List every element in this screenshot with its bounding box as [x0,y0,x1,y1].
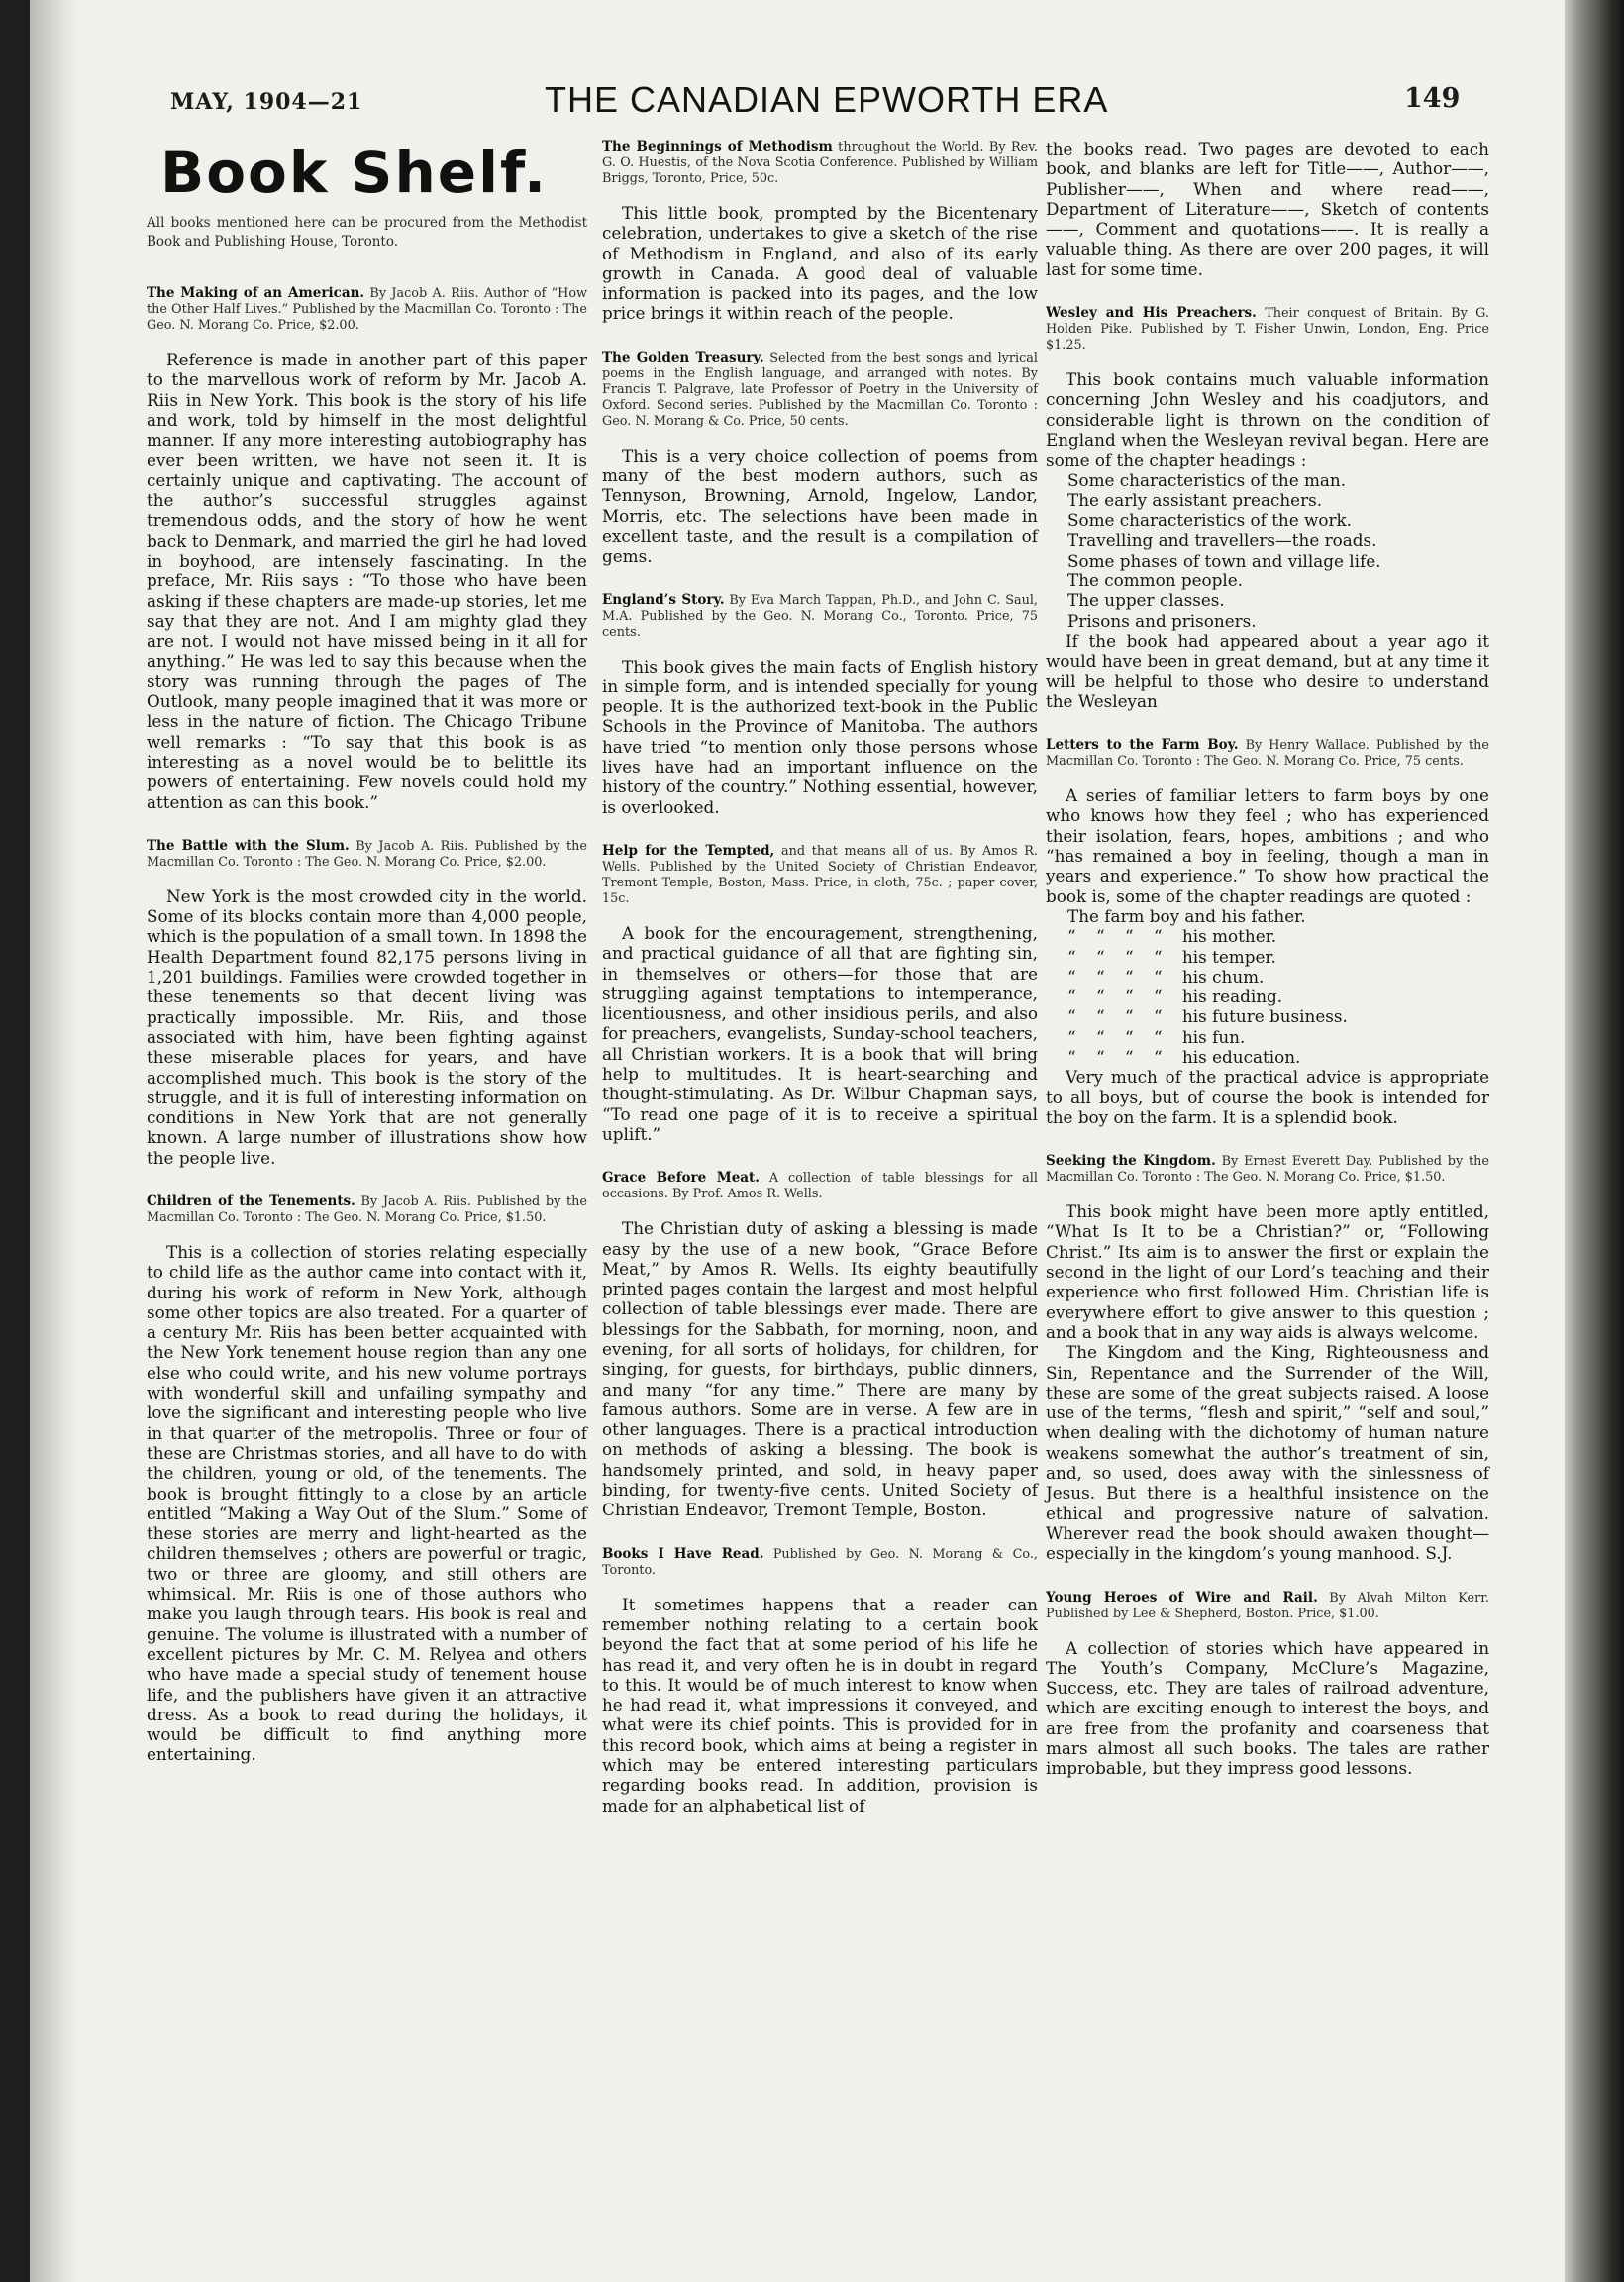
ditto-mark: “ [1067,1006,1076,1027]
column-1 [147,139,587,1791]
book-entry-wesley-and-his-preachers [1046,305,1489,711]
issue-date: MAY, 1904—21 [170,89,363,115]
book-heading [602,592,1038,641]
book-meta: and that means all of us. By Amos R. Wells. Published by the United Society of Christian Endeavor, Tremont Temple, Boston, Mass. Price, in cloth, 75c. ; paper cover, 15c. [602,843,1039,906]
book-entry-englands-story [602,592,1038,817]
ditto-mark: “ [1125,946,1134,967]
review-paragraph: Very much of the practical advice is appropriate to all boys, but of course the book is intended for the boy on the farm. It is a splendid book. [1046,1067,1489,1127]
magazine-page [30,0,1574,2282]
ditto-mark: “ [1154,946,1163,967]
book-entry-battle-with-the-slum [147,838,587,1168]
list-item [1046,1027,1489,1047]
list-item [1046,967,1489,986]
book-title: The Golden Treasury. [602,349,764,365]
column-2 [602,139,1038,1841]
ditto-mark: “ [1067,1026,1076,1047]
list-item: Prisons and prisoners. [1067,610,1257,631]
book-heading [602,139,1038,187]
book-heading [602,843,1038,907]
ditto-mark: “ [1125,986,1134,1007]
book-meta: throughout the World. By Rev. G. O. Huestis, of the Nova Scotia Conference. Published by William Briggs, Toronto, Price, 50c. [602,140,1038,186]
book-heading [602,350,1038,430]
list-item: Some phases of town and village life. [1067,550,1381,570]
list-item [1046,1047,1489,1067]
book-heading [147,1193,587,1226]
list-item: The common people. [1067,570,1243,591]
ditto-mark: “ [1154,1046,1163,1067]
review-paragraph: A collection of stories which have appeared in The Youth’s Company, McClure’s Magazine, Success, etc. They are tales of railroad adventure, which are exciting enough to interest the boys, and are free from the profanity and coarseness that mars almost all such books. The tales are rather improbable, but they impress good lessons. [1046,1637,1489,1779]
list-item-text: his education. [1182,1046,1301,1067]
list-item: Some characteristics of the man. [1067,469,1347,490]
book-meta: By Ernest Everett Day. Published by the Macmillan Co. Toronto : The Geo. N. Morang Co. Price, $1.50. [1046,1154,1489,1186]
review-paragraph: This little book, prompted by the Bicentenary celebration, undertakes to give a sketch of the rise of Methodism in England, and also of its early growth in Canada. A good deal of valuable information is packed into its pages, and the low price brings it within reach of the people. [602,203,1038,324]
book-heading [1046,1590,1489,1622]
ditto-mark: “ [1154,986,1163,1007]
book-title: Seeking the Kingdom. [1046,1153,1216,1170]
book-meta: Selected from the best songs and lyrical poems in the English language, and arranged with notes. By Francis T. Palgrave, late Professor of Poetry in the University of Oxford. Second series. Published by the Macmillan Co. Toronto : Geo. N. Morang & Co. Price, 50 cents. [602,350,1038,429]
book-entry-grace-before-meat [602,1170,1038,1519]
list-item [1046,1006,1489,1026]
book-heading [147,285,587,334]
list-item [1046,926,1489,946]
review-paragraph: A book for the encouragement, strengthening, and practical guidance of all that are fighting sin, in themselves or others—for those that are struggling against temptations to intemperance, licentiousness, and other insidious perils, and also for preachers, evangelists, Sunday-school teachers, all Christian workers. It is a book that will bring help to multitudes. It is heart-searching and thought-stimulating. As Dr. Wilbur Chapman says, “To read one page of it is to receive a spiritual uplift.” [602,922,1038,1144]
book-title: England’s Story. [602,591,725,608]
list-item-text: his future business. [1182,1006,1348,1027]
review-paragraph: the books read. Two pages are devoted to each book, and blanks are left for Title——, Author——, Publisher——, When and where read——, Department of Literature——, Sketch of contents——, Comment and quotations——. It is really a valuable thing. As there are over 200 pages, it will last for some time. [1046,139,1489,279]
ditto-mark: “ [1096,966,1105,986]
column-3 [1046,139,1489,1805]
book-meta: By Henry Wallace. Published by the Macmillan Co. Toronto : The Geo. N. Morang Co. Price, 75 cents. [1046,738,1489,770]
book-heading [1046,737,1489,770]
book-heading [602,1170,1038,1202]
book-title: The Beginnings of Methodism [602,139,833,155]
chapter-headings-list [1046,470,1489,631]
list-item: The upper classes. [1067,590,1225,611]
ditto-mark: “ [1154,926,1163,947]
chapter-readings-list [1046,906,1489,1067]
books-i-have-read-continued [1046,139,1489,279]
book-entry-young-heroes-of-wire-and-rail [1046,1590,1489,1779]
review-paragraph: This book contains much valuable information concerning John Wesley and his coadjutors, and considerable light is thrown on the condition of England when the Wesleyan revival began. Here are some of the chapter headings : [1046,369,1489,470]
running-head [30,79,1574,139]
book-entry-golden-treasury [602,350,1038,567]
ditto-mark: “ [1125,966,1134,986]
list-item: The early assistant preachers. [1067,489,1323,510]
book-entry-help-for-the-tempted [602,843,1038,1144]
ditto-mark: “ [1096,946,1105,967]
review-paragraph: Reference is made in another part of this paper to the marvellous work of reform by Mr. Jacob A. Riis in New York. This book is the story of his life and work, told by himself in the most delightful manner. If any more interesting autobiography has ever been written, we have not seen it. It is certainly unique and captivating. The account of the author’s successful struggles against tremendous odds, and the story of how he went back to Denmark, and married the girl he had loved in boyhood, are intensely fascinating. In the preface, Mr. Riis says : “To those who have been asking if these chapters are made-up stories, let me say that they are not. And I am mighty glad they are not. I would not have missed being in it all for anything.” He was led to say this because when the story was running through the pages of The Outlook, many people imagined that it was more or less in the nature of fiction. The Chicago Tribune well remarks : “To say that this book is as interesting as a novel would be to belittle its powers of entertaining. Few novels could hold my attention as can this book.” [147,350,587,812]
book-entry-beginnings-of-methodism [602,139,1038,324]
book-meta: By Jacob A. Riis. Author of “How the Other Half Lives.” Published by the Macmillan Co. Toronto : The Geo. N. Morang Co. Price, $2.00. [147,286,588,333]
list-item [1046,947,1489,967]
ditto-mark: “ [1067,926,1076,947]
review-paragraph: This book gives the main facts of English history in simple form, and is intended specially for young people. It is the authorized text-book in the Public Schools in the Province of Manitoba. The authors have tried “to mention only those persons whose lives have had an important influence on the history of the country.” Nothing essential, however, is overlooked. [602,656,1038,817]
list-item-text: his temper. [1182,946,1276,967]
book-meta: By Jacob A. Riis. Published by the Macmillan Co. Toronto : The Geo. N. Morang Co. Price, $2.00. [147,838,587,870]
ditto-mark: “ [1125,1026,1134,1047]
book-heading [1046,305,1489,354]
list-item: Travelling and travellers—the roads. [1067,530,1377,551]
book-heading [147,838,587,871]
review-paragraph: It sometimes happens that a reader can remember nothing relating to a certain book beyond the fact that at some period of his life he has read it, and very often he is in doubt in regard to this. It would be of much interest to know when he had read it, what impressions it conveyed, and what were its chief points. This is provided for in this record book, which aims at being a register in which may be entered interesting particulars regarding books read. In addition, provision is made for an alphabetical list of [602,1594,1038,1815]
list-item-text: his chum. [1182,966,1265,986]
ditto-mark: “ [1125,1006,1134,1027]
ditto-mark: “ [1067,1046,1076,1067]
book-entry-seeking-the-kingdom [1046,1153,1489,1563]
book-entry-making-of-an-american [147,285,587,812]
ditto-mark: “ [1096,1006,1105,1027]
book-meta: A collection of table blessings for all occasions. By Prof. Amos R. Wells. [602,1171,1038,1202]
book-title: Books I Have Read. [602,1545,764,1562]
book-meta: By Alvah Milton Kerr. Published by Lee & Shepherd, Boston. Price, $1.00. [1046,1590,1489,1621]
list-item-text: his reading. [1182,986,1283,1007]
book-heading [602,1546,1038,1579]
ditto-mark: “ [1096,926,1105,947]
ditto-mark: “ [1096,986,1105,1007]
review-paragraph: A series of familiar letters to farm boys by one who knows how they feel ; who has experienced their isolation, fears, hopes, ambitions ; and who “has remained a boy in feeling, though a man in years and experience.” To show how practical the book is, some of the chapter readings are quoted : [1046,785,1489,906]
review-paragraph: This book might have been more aptly entitled, “What Is It to be a Christian?” or, “Following Christ.” Its aim is to answer the first or explain the second in the light of our Lord’s teaching and their experience who first followed Him. Christian life is everywhere effort to give answer to this question ; and a book that in any way aids is always welcome. [1046,1201,1489,1342]
list-item: The farm boy and his father. [1067,905,1306,926]
review-paragraph: The Christian duty of asking a blessing is made easy by the use of a new book, “Grace Before Meat,” by Amos R. Wells. Its eighty beautifully printed pages contain the largest and most helpful collection of table blessings ever made. There are blessings for the Sabbath, for morning, noon, and evening, for all sorts of holidays, for children, for singing, for guests, for birthdays, public dinners, and many “for any time.” There are many by famous authors. Some are in verse. A few are in other languages. There is a practical introduction on methods of asking a blessing. The book is handsomely printed, and sold, in heavy paper binding, for twenty-five cents. United Society of Christian Endeavor, Tremont Temple, Boston. [602,1218,1038,1520]
ditto-mark: “ [1096,1026,1105,1047]
book-meta: Their conquest of Britain. By G. Holden Pike. Published by T. Fisher Unwin, London, Eng. Price $1.25. [1046,306,1489,354]
book-entry-children-of-the-tenements [147,1193,587,1765]
book-title: Children of the Tenements. [147,1193,355,1209]
page-edge-shadow [30,0,77,2282]
review-paragraph: This is a collection of stories relating especially to child life as the author came into contact with it, during his work of reform in New York, although some other topics are also treated. For a quarter of a century Mr. Riis has been better acquainted with the New York tenement house region than any one else who could write, and his new volume portrays with wonderful skill and unfailing sympathy and love the significant and interesting people who live in that quarter of the metropolis. Three or four of these are Christmas stories, and all have to do with the children, young or old, of the tenements. The book is brought fittingly to a close by an article entitled “Making a Way Out of the Slum.” Some of these stories are merry and light-hearted as the children themselves ; others are powerful or tragic, two or three are gloomy, and still others are whimsical. Mr. Riis is one of those authors who make you laugh through tears. His book is real and genuine. The volume is illustrated with a number of excellent pictures by Mr. C. M. Relyea and others who have made a special study of tenement house life, and the publishers have given it an attractive dress. As a book to read during the holidays, it would be difficult to find anything more entertaining. [147,1241,587,1765]
book-title: The Making of an American. [147,285,365,301]
book-heading [1046,1153,1489,1186]
book-title: Help for the Tempted, [602,842,775,859]
ditto-mark: “ [1154,1026,1163,1047]
review-paragraph: The Kingdom and the King, Righteousness and Sin, Repentance and the Surrender of the Will, these are some of the great subjects raised. A loose use of the terms, “flesh and spirit,” “self and soul,” when dealing with the dichotomy of human nature weakens somewhat the author’s treatment of sin, and, so used, does away with the sinlessness of Jesus. But there is a healthful insistence on the ethical and progressive nature of salvation. Wherever read the book should awaken thought—especially in the kingdom’s young manhood. S.J. [1046,1342,1489,1564]
page-number: 149 [1404,83,1461,114]
book-entry-books-i-have-read [602,1546,1038,1815]
book-title: Grace Before Meat. [602,1170,760,1187]
book-title: Wesley and His Preachers. [1046,305,1257,322]
ditto-mark: “ [1096,1046,1105,1067]
book-meta: Published by Geo. N. Morang & Co., Toronto. [602,1546,1039,1578]
section-title: Book Shelf. [160,139,549,206]
ditto-mark: “ [1067,946,1076,967]
ditto-mark: “ [1154,1006,1163,1027]
ditto-mark: “ [1125,926,1134,947]
ditto-mark: “ [1067,986,1076,1007]
book-meta: By Jacob A. Riis. Published by the Macmillan Co. Toronto : The Geo. N. Morang Co. Price, $1.50. [147,1193,587,1225]
ditto-mark: “ [1067,966,1076,986]
book-meta: By Eva March Tappan, Ph.D., and John C. Saul, M.A. Published by the Geo. N. Morang Co., Toronto. Price, 75 cents. [602,592,1038,640]
list-item-text: his fun. [1182,1026,1246,1047]
review-paragraph: If the book had appeared about a year ago it would have been in great demand, but at any time it will be helpful to those who desire to understand the Wesleyan [1046,630,1489,711]
book-title: The Battle with the Slum. [147,837,350,854]
book-title: Young Heroes of Wire and Rail. [1046,1589,1318,1606]
list-item [1046,986,1489,1006]
book-binding-edge [1565,0,1624,2282]
ditto-mark: “ [1154,966,1163,986]
section-intro: All books mentioned here can be procured from the Methodist Book and Publishing House, Toronto. [147,215,587,250]
review-paragraph: This is a very choice collection of poems from many of the best modern authors, such as Tennyson, Browning, Arnold, Ingelow, Landor, Morris, etc. The selections have been made in excellent taste, and the result is a compilation of gems. [602,445,1038,567]
book-title: Letters to the Farm Boy. [1046,737,1239,754]
review-paragraph: New York is the most crowded city in the world. Some of its blocks contain more than 4,000 people, which is the population of a small town. In 1898 the Health Department found 82,175 persons living in 1,201 buildings. Families were crowded together in these tenements so that decent living was practically impossible. Mr. Riis, and those associated with him, have been fighting against these miserable places for years, and have accomplished much. This book is the story of the struggle, and it is full of interesting information on conditions in New York that are not generally known. A large number of illustrations show how the people live. [147,885,587,1168]
ditto-mark: “ [1125,1046,1134,1067]
book-entry-letters-to-the-farm-boy [1046,737,1489,1127]
publication-title: THE CANADIAN EPWORTH ERA [545,79,1109,120]
list-item-text: his mother. [1182,926,1277,947]
list-item: Some characteristics of the work. [1067,510,1353,531]
